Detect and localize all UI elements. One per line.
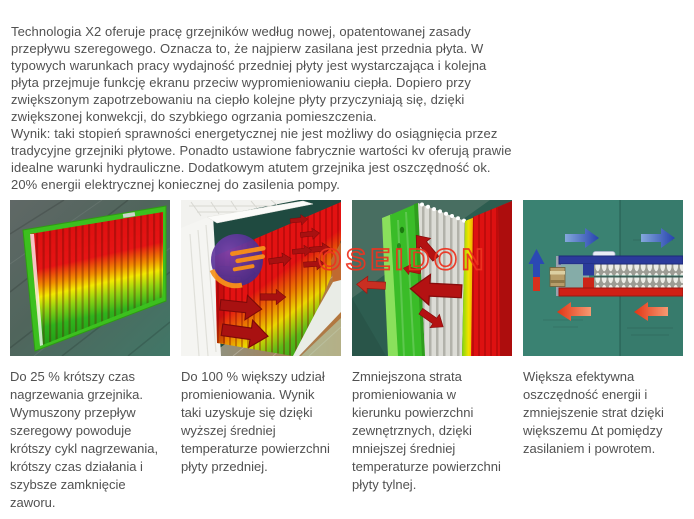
figure-strip [0, 200, 694, 356]
intro-paragraph: Technologia X2 oferuje pracę grzejników według nowej, opatentowanej zasady przepływu szeregowego. Oznacza to, że najpierw zasilana jest przednia płyta. W typowych warunkach pracy wydajność przedniej płyty jest wystarczająca i kolejna płyta przejmuje funkcję ekranu przeciw wypromieniowaniu ciepła. Dopiero przy zwiększonym zapotrzebowaniu na ciepło kolejne płyty przyczyniają się, dzięki zwiększonej konwekcji, do szybkiego ogrzania pomieszczenia. Wynik: taki stopień sprawności energetycznej nie jest możliwy do osiągnięcia przez tradycyjne grzejniki płytowe. Ponadto ustawione fabrycznie wartości kv oferują prawie idealne warunki hydrauliczne. Dodatkowym atutem grzejnika jest oszczędność ok. 20% energii elektrycznej koniecznej do zasilenia pompy. [11, 24, 512, 192]
caption-heating-time: Do 25 % krótszy czas nagrzewania grzejnika. Wymuszony przepływ szeregowy powoduje krótszy cykl nagrzewania, krótszy czas działania i szybsze zamknięcie zaworu. [10, 369, 159, 510]
caption-row [0, 368, 694, 519]
front-radiation-image [181, 200, 341, 356]
watermark-text: OSEIDON [318, 243, 488, 277]
flow-cross-section-image [523, 200, 683, 356]
thermal-gradient-image [10, 200, 170, 356]
figure-flow-section [523, 200, 683, 356]
radiator-cross-section [550, 252, 683, 297]
figure-heating-time [10, 200, 170, 356]
caption-flow-section: Większa efektywna oszczędność energii i zmniejszenie strat dzięki większemu Δt pomiędzy zasilaniem i powrotem. [523, 369, 664, 456]
red-front-plate-edge [462, 201, 512, 356]
caption-back-loss: Zmniejszona strata promieniowania w kierunku powierzchni zewnętrznych, dzięki mniejszej średniej temperaturze powierzchni płyty tylnej. [352, 369, 501, 492]
brass-valve [550, 268, 565, 287]
figure-radiation-share [181, 200, 341, 356]
back-panel-loss-image [352, 200, 512, 356]
caption-radiation-share: Do 100 % większy udział promieniowania. Wynik taki uzyskuje się dzięki wyższej średniej temperaturze powierzchni płyty przedniej. [181, 369, 330, 474]
figure-back-loss [352, 200, 512, 356]
